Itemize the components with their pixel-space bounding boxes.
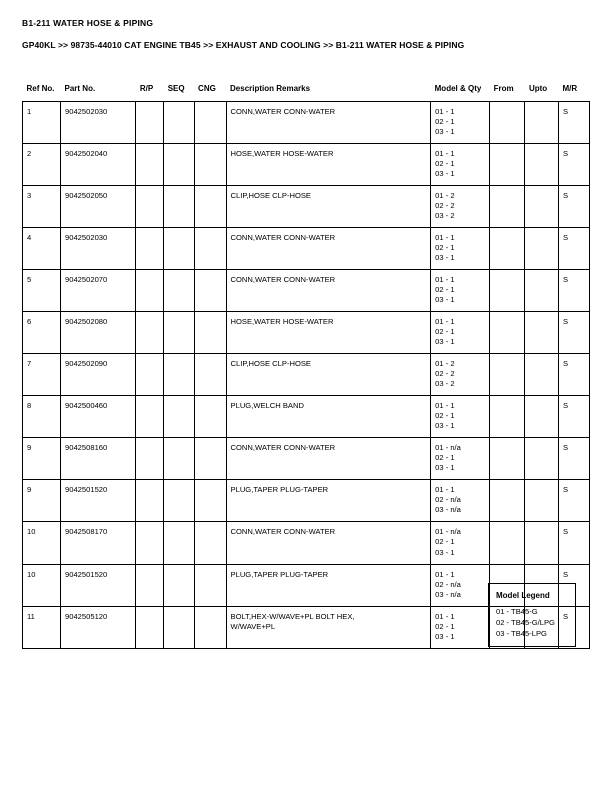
cell-upto <box>525 144 558 186</box>
model-legend <box>488 583 576 647</box>
cell-cng <box>194 480 226 522</box>
cell-model-qty-line: 01 - n/a <box>435 527 461 537</box>
cell-model-qty-line: 01 - n/a <box>435 443 461 453</box>
cell-from <box>490 480 525 522</box>
cell-part-no: 9042505120 <box>61 606 136 648</box>
cell-part-no: 9042502040 <box>61 144 136 186</box>
cell-cng <box>194 228 226 270</box>
cell-from <box>490 144 525 186</box>
cell-rp <box>136 564 164 606</box>
cell-model-qty-line: 03 - 1 <box>435 127 455 137</box>
cell-description-line: PLUG,TAPER PLUG-TAPER <box>230 485 329 495</box>
cell-cng <box>194 438 226 480</box>
table-row <box>23 396 590 438</box>
model-legend-lines <box>496 606 568 639</box>
cell-ref-no: 3 <box>23 186 61 228</box>
cell-model-qty <box>431 144 490 186</box>
cell-part-no: 9042502050 <box>61 186 136 228</box>
cell-rp <box>136 438 164 480</box>
cell-seq <box>164 144 194 186</box>
cell-mr: S <box>558 564 589 606</box>
cell-model-qty <box>431 354 490 396</box>
cell-description <box>226 144 431 186</box>
cell-mr: S <box>558 144 589 186</box>
cell-seq <box>164 354 194 396</box>
model-legend-line: 02 - TB45-G/LPG <box>496 617 555 627</box>
cell-upto <box>525 228 558 270</box>
cell-seq <box>164 270 194 312</box>
cell-model-qty-line: 03 - n/a <box>435 505 461 515</box>
cell-model-qty-line: 02 - 1 <box>435 453 455 463</box>
cell-model-qty <box>431 396 490 438</box>
cell-from <box>490 228 525 270</box>
cell-part-no: 9042502030 <box>61 102 136 144</box>
cell-mr: S <box>558 228 589 270</box>
cell-from <box>490 186 525 228</box>
cell-from <box>490 522 525 564</box>
cell-model-qty <box>431 564 490 606</box>
cell-upto <box>525 438 558 480</box>
cell-description-line: CONN,WATER CONN-WATER <box>230 233 336 243</box>
cell-part-no: 9042502090 <box>61 354 136 396</box>
cell-model-qty <box>431 186 490 228</box>
cell-rp <box>136 102 164 144</box>
cell-model-qty-line: 01 - 1 <box>435 317 455 327</box>
cell-seq <box>164 102 194 144</box>
page-title: B1-211 WATER HOSE & PIPING <box>22 18 154 28</box>
cell-cng <box>194 270 226 312</box>
cell-description-line: CONN,WATER CONN-WATER <box>230 107 336 116</box>
cell-model-qty <box>431 438 490 480</box>
cell-model-qty-line: 03 - 1 <box>435 295 455 305</box>
cell-description-line: BOLT,HEX-W/WAVE+PL BOLT HEX, <box>230 611 355 621</box>
cell-from <box>490 312 525 354</box>
header-description: Description Remarks <box>230 84 311 93</box>
cell-mr: S <box>558 396 589 438</box>
cell-seq <box>164 480 194 522</box>
cell-description-line: CONN,WATER CONN-WATER <box>230 527 336 537</box>
cell-seq <box>164 606 194 648</box>
cell-upto <box>525 186 558 228</box>
table-row <box>23 438 590 480</box>
cell-ref-no: 11 <box>23 606 61 648</box>
cell-cng <box>194 354 226 396</box>
cell-seq <box>164 396 194 438</box>
cell-from <box>490 396 525 438</box>
model-legend-title: Model Legend <box>496 591 550 600</box>
cell-model-qty-line: 03 - 1 <box>435 253 455 263</box>
table-row <box>23 102 590 144</box>
header-rp: R/P <box>139 84 154 93</box>
cell-upto <box>525 270 558 312</box>
header-from: From <box>493 84 514 93</box>
cell-upto <box>525 354 558 396</box>
cell-from <box>490 438 525 480</box>
cell-mr: S <box>558 312 589 354</box>
table-row <box>23 480 590 522</box>
parts-table <box>22 80 590 649</box>
cell-model-qty-line: 03 - 2 <box>435 211 455 221</box>
cell-model-qty-line: 02 - 1 <box>435 327 455 337</box>
cell-model-qty-line: 01 - 2 <box>435 191 455 201</box>
cell-model-qty-line: 02 - 1 <box>435 411 455 421</box>
cell-model-qty-line: 03 - 1 <box>435 421 455 431</box>
cell-cng <box>194 606 226 648</box>
cell-rp <box>136 606 164 648</box>
cell-part-no: 9042502030 <box>61 228 136 270</box>
cell-part-no: 9042502070 <box>61 270 136 312</box>
cell-model-qty-line: 02 - 1 <box>435 537 455 547</box>
cell-rp <box>136 396 164 438</box>
cell-model-qty-line: 02 - 1 <box>435 117 455 127</box>
cell-seq <box>164 522 194 564</box>
cell-part-no: 9042508160 <box>61 438 136 480</box>
cell-cng <box>194 522 226 564</box>
cell-from <box>490 102 525 144</box>
cell-model-qty-line: 01 - 1 <box>435 569 455 579</box>
cell-upto <box>525 522 558 564</box>
breadcrumb: GP40KL >> 98735-44010 CAT ENGINE TB45 >> EXHAUST AND COOLING >> B1-211 WATER HOSE & PIPING <box>22 40 465 50</box>
cell-model-qty-line: 01 - 2 <box>435 359 455 369</box>
cell-ref-no: 7 <box>23 354 61 396</box>
cell-model-qty-line: 02 - 2 <box>435 201 455 211</box>
header-mr: M/R <box>562 84 578 93</box>
cell-model-qty-line: 03 - 1 <box>435 337 455 347</box>
cell-model-qty <box>431 522 490 564</box>
cell-seq <box>164 564 194 606</box>
cell-description-line: CONN,WATER CONN-WATER <box>230 443 336 453</box>
model-legend-line: 01 - TB45-G <box>496 606 538 616</box>
cell-description-line: HOSE,WATER HOSE-WATER <box>230 317 334 327</box>
cell-part-no: 9042508170 <box>61 522 136 564</box>
cell-cng <box>194 312 226 354</box>
cell-ref-no: 9 <box>23 480 61 522</box>
table-row <box>23 522 590 564</box>
cell-description-line: W/WAVE+PL <box>230 621 276 631</box>
cell-model-qty-line: 03 - n/a <box>435 589 461 599</box>
cell-seq <box>164 228 194 270</box>
cell-description-line: PLUG,TAPER PLUG-TAPER <box>230 569 329 579</box>
cell-mr: S <box>558 606 589 648</box>
header-model-qty: Model & Qty <box>434 84 482 93</box>
table-row <box>23 228 590 270</box>
header-ref-no: Ref No. <box>26 84 55 93</box>
header-part-no: Part No. <box>64 84 96 93</box>
cell-mr: S <box>558 186 589 228</box>
cell-part-no: 9042502080 <box>61 312 136 354</box>
parts-table-header <box>23 80 590 102</box>
header-row <box>23 80 590 102</box>
cell-seq <box>164 438 194 480</box>
header-cng: CNG <box>198 84 216 93</box>
cell-model-qty-line: 02 - n/a <box>435 579 461 589</box>
cell-model-qty-line: 01 - 1 <box>435 149 455 159</box>
cell-description <box>226 522 431 564</box>
cell-model-qty-line: 01 - 1 <box>435 611 455 621</box>
model-legend-line: 03 - TB45-LPG <box>496 628 547 638</box>
cell-model-qty-line: 03 - 1 <box>435 631 455 641</box>
cell-upto <box>525 396 558 438</box>
cell-model-qty <box>431 480 490 522</box>
cell-description-line: PLUG,WELCH BAND <box>230 401 304 411</box>
cell-mr: S <box>558 270 589 312</box>
cell-ref-no: 9 <box>23 438 61 480</box>
cell-seq <box>164 312 194 354</box>
cell-rp <box>136 480 164 522</box>
cell-upto <box>525 480 558 522</box>
cell-cng <box>194 396 226 438</box>
cell-rp <box>136 522 164 564</box>
cell-description <box>226 606 431 648</box>
cell-cng <box>194 186 226 228</box>
cell-ref-no: 1 <box>23 102 61 144</box>
table-row <box>23 354 590 396</box>
cell-model-qty-line: 03 - 1 <box>435 169 455 179</box>
cell-rp <box>136 270 164 312</box>
table-row <box>23 312 590 354</box>
cell-mr: S <box>558 522 589 564</box>
cell-model-qty <box>431 102 490 144</box>
cell-rp <box>136 312 164 354</box>
cell-rp <box>136 228 164 270</box>
cell-ref-no: 8 <box>23 396 61 438</box>
cell-ref-no: 5 <box>23 270 61 312</box>
table-row <box>23 186 590 228</box>
header-seq: SEQ <box>167 84 185 93</box>
cell-mr: S <box>558 102 589 144</box>
cell-model-qty-line: 03 - 1 <box>435 463 455 473</box>
header-upto: Upto <box>528 84 548 93</box>
cell-ref-no: 6 <box>23 312 61 354</box>
cell-description <box>226 480 431 522</box>
cell-mr: S <box>558 354 589 396</box>
cell-ref-no: 10 <box>23 564 61 606</box>
cell-upto <box>525 102 558 144</box>
cell-description-line: CONN,WATER CONN-WATER <box>230 275 336 285</box>
cell-description <box>226 102 431 144</box>
cell-description <box>226 228 431 270</box>
cell-model-qty-line: 02 - n/a <box>435 495 461 505</box>
cell-part-no: 9042500460 <box>61 396 136 438</box>
cell-mr: S <box>558 480 589 522</box>
cell-model-qty-line: 01 - 1 <box>435 233 455 243</box>
cell-seq <box>164 186 194 228</box>
cell-cng <box>194 102 226 144</box>
cell-model-qty-line: 02 - 1 <box>435 243 455 253</box>
cell-model-qty-line: 02 - 1 <box>435 159 455 169</box>
cell-description <box>226 312 431 354</box>
cell-cng <box>194 564 226 606</box>
cell-model-qty-line: 01 - 1 <box>435 485 455 495</box>
cell-model-qty-line: 01 - 1 <box>435 401 455 411</box>
cell-description <box>226 354 431 396</box>
cell-description-line: HOSE,WATER HOSE-WATER <box>230 149 334 159</box>
cell-model-qty-line: 03 - 1 <box>435 547 455 557</box>
cell-description <box>226 564 431 606</box>
cell-model-qty-line: 02 - 1 <box>435 285 455 295</box>
cell-rp <box>136 354 164 396</box>
cell-description-line: CLIP,HOSE CLP-HOSE <box>230 359 311 369</box>
cell-from <box>490 354 525 396</box>
cell-model-qty-line: 01 - 1 <box>435 275 455 285</box>
cell-upto <box>525 312 558 354</box>
cell-description <box>226 186 431 228</box>
cell-rp <box>136 186 164 228</box>
cell-ref-no: 10 <box>23 522 61 564</box>
cell-model-qty <box>431 270 490 312</box>
cell-cng <box>194 144 226 186</box>
cell-part-no: 9042501520 <box>61 480 136 522</box>
cell-model-qty-line: 02 - 1 <box>435 621 455 631</box>
cell-model-qty <box>431 228 490 270</box>
cell-mr: S <box>558 438 589 480</box>
cell-model-qty <box>431 606 490 648</box>
cell-model-qty-line: 02 - 2 <box>435 369 455 379</box>
cell-model-qty <box>431 312 490 354</box>
cell-part-no: 9042501520 <box>61 564 136 606</box>
cell-from <box>490 270 525 312</box>
cell-ref-no: 2 <box>23 144 61 186</box>
cell-description-line: CLIP,HOSE CLP-HOSE <box>230 191 311 201</box>
cell-ref-no: 4 <box>23 228 61 270</box>
cell-description <box>226 270 431 312</box>
cell-rp <box>136 144 164 186</box>
parts-table-body <box>23 102 590 649</box>
table-row <box>23 270 590 312</box>
cell-model-qty-line: 01 - 1 <box>435 107 455 116</box>
cell-description <box>226 438 431 480</box>
cell-description <box>226 396 431 438</box>
table-row <box>23 144 590 186</box>
cell-model-qty-line: 03 - 2 <box>435 379 455 389</box>
